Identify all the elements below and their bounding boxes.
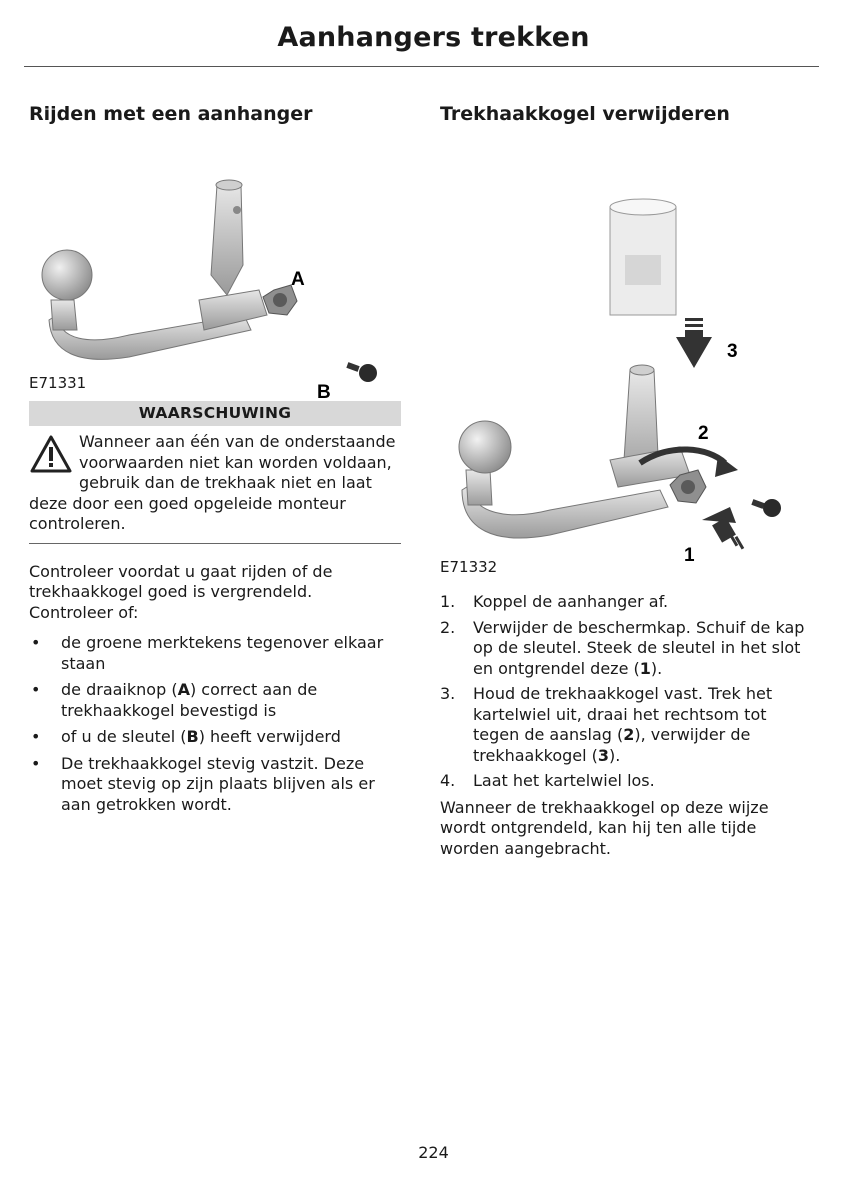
label-3: 3 [727,341,738,362]
removal-illustration [440,125,812,565]
steps-list [440,592,812,792]
page-number: 224 [418,1143,449,1162]
page-title: Aanhangers trekken [277,22,590,53]
closing-text: Wanneer de trekhaakkogel op deze wijze wordt ontgrendeld, kan hij ten alle tijde worden aangebracht. [440,797,769,858]
figure-code-right: E71332 [440,558,498,576]
protective-cap-drawing [610,199,676,315]
left-column [29,100,401,821]
figure-bottom-row [29,370,401,414]
warning-triangle-icon [29,434,73,474]
right-column [440,100,812,859]
label-a: A [291,269,305,290]
label-b: B [317,382,331,403]
warning-body [29,426,401,544]
step-item: 1. Koppel de aanhanger af. [440,592,669,611]
list-item: • of u de sleutel (B) heeft verwijderd [31,727,341,746]
arrow-1-icon [702,507,744,550]
step-item: 4. Laat het kartelwiel los. [440,771,655,790]
list-item: • de draaiknop (A) correct aan de trekhaakkogel bevestigd is [31,680,318,720]
check-list [29,633,401,815]
list-item: • de groene merktekens tegenover elkaar staan [31,633,384,673]
removal-drawing [440,125,812,565]
key-icon [751,499,781,517]
section-heading-removal: Trekhaakkogel verwijderen [440,103,730,125]
arrow-3-icon [676,318,712,368]
list-item: • De trekhaakkogel stevig vastzit. Deze moet stevig op zijn plaats blijven als er aan getrokken wordt. [31,753,375,814]
towbar-drawing [29,125,401,370]
section-heading-driving: Rijden met een aanhanger [29,103,313,125]
towbar-illustration [29,125,401,370]
warning-box [29,401,401,544]
title-divider [24,66,819,67]
figure-code-left: E71331 [29,374,87,392]
step-item: 3. Houd de trekhaakkogel vast. Trek het kartelwiel uit, draai het rechtsom tot tegen de aanslag (2), verwijder de trekhaakkogel (3). [440,684,773,765]
warning-text: Wanneer aan één van de onderstaande voorwaarden niet kan worden voldaan, gebruik dan de trekhaak niet en laat deze door een goed opgeleide monteur controleren. [29,432,396,533]
intro-text: Controleer voordat u gaat rijden of de trekhaakkogel goed is vergrendeld. Controleer of: [29,561,333,622]
label-1: 1 [684,545,695,566]
step-item: 2. Verwijder de beschermkap. Schuif de kap op de sleutel. Steek de sleutel in het slot en ontgrendel deze (1). [440,617,805,678]
label-2: 2 [698,423,709,444]
warning-header: WAARSCHUWING [29,401,401,426]
